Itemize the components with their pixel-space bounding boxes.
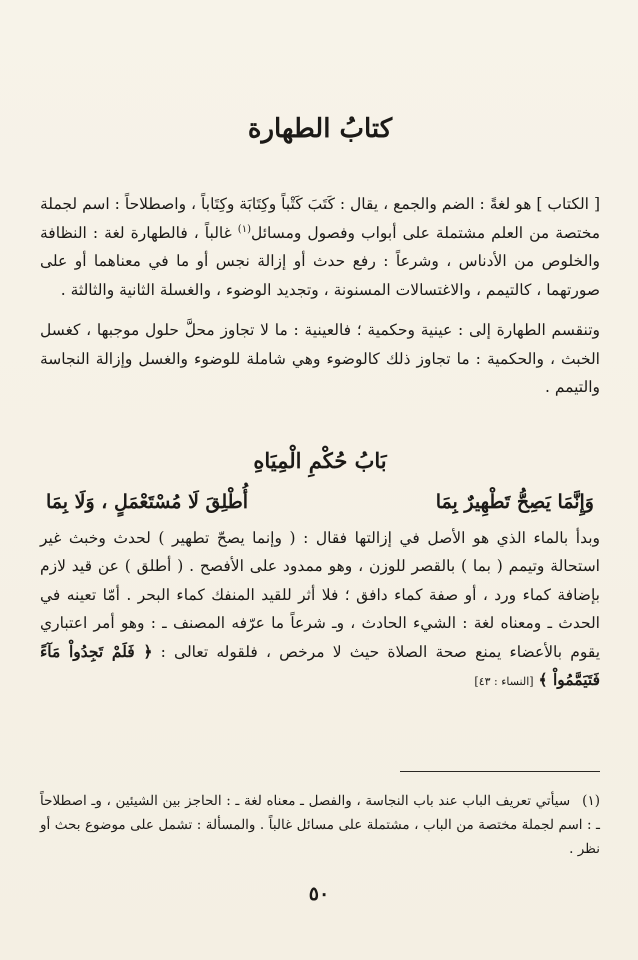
quran-citation: [النساء : ٤٣]: [474, 675, 534, 688]
verse-left-hemistich: أُطْلِقَ لَا مُسْتَعْمَلٍ ، وَلَا بِمَا: [46, 490, 249, 513]
page-body: [40, 108, 600, 697]
footnote: [40, 789, 600, 861]
footnote-number: (١): [582, 793, 600, 809]
page-number: ٥٠: [308, 883, 330, 905]
section-title: بَابُ حُكْمِ الْمِيَاهِ: [253, 447, 387, 473]
definition-text: [ الكتاب ] هو لغةً : الضم والجمع ، يقال : كَتَبَ كَتْباً وكِتَابَة وكِتَاباً ، واصطلاحاً : اسم لجملة مختصة من العلم مشتملة على أبواب وفصول ومسائل: [40, 195, 601, 242]
verse-line: [40, 482, 600, 522]
division-paragraph: وتنقسم الطهارة إلى : عينية وحكمية ؛ فالعينية : ما لا تجاوز محلَّ حلول موجبها ، كغسل الخبث ، والحكمية : ما تجاوز ذلك كالوضوء وهي شاملة للوضوء والغسل وإزالة النجاسة والتيمم .: [40, 321, 600, 396]
commentary-text: وبدأ بالماء الذي هو الأصل في إزالتها فقال : ( وإنما يصحّ تطهير ) لحدث وخبث غير استحالة وتيمم ( بما ) بالقصر للوزن ، وهو ممدود على الأفصح . ( أطلق ) عن قيد لازم بإضافة كماء ورد ، أو صفة كماء دافق ؛ فلا أثر للقيد المنفك كماء البحر . أمّا تعينه في الحدث ـ ومعناه لغة : الشيء الحادث ، وـ شرعاً ما عرّفه المصنف ـ : وهو أمر اعتباري يقوم بالأعضاء يمنع صحة الصلاة حيث لا مرخص ، فلقوله تعالى :: [40, 528, 601, 661]
definition-text-continued: غالباً ، فالطهارة لغة : النظافة والخلوص من الأدناس ، وشرعاً : رفع حدث أو إزالة نجس أو ما في معناهما أو على صورتهما ، كالتيمم ، والاغتسالات المسنونة ، وتجديد الوضوء ، والغسلة الثانية والثالثة .: [40, 223, 600, 299]
footnote-reference[interactable]: (١): [237, 223, 251, 235]
definition-paragraph: [40, 190, 600, 304]
chapter-title: كتابُ الطهارة: [247, 114, 393, 144]
verse-right-hemistich: وَإِنَّمَا يَصِحُّ تَطْهِيرٌ بِمَا: [435, 490, 594, 513]
quran-quote: ﴿ فَلَمْ تَجِدُواْ مَآءً فَتَيَمَّمُواْ ﴾: [40, 641, 600, 689]
commentary-paragraph: [40, 524, 600, 697]
footnote-text: سيأتي تعريف الباب عند باب النجاسة ، والفصل ـ معناه لغة ـ : الحاجز بين الشيئين ، وـ اصطلاحاً ـ : اسم لجملة مختصة من الباب ، مشتملة على مسائل غالباً . والمسألة : تشمل على موضوع بحث أو نظر .: [40, 793, 600, 857]
footnote-divider: [400, 771, 600, 772]
